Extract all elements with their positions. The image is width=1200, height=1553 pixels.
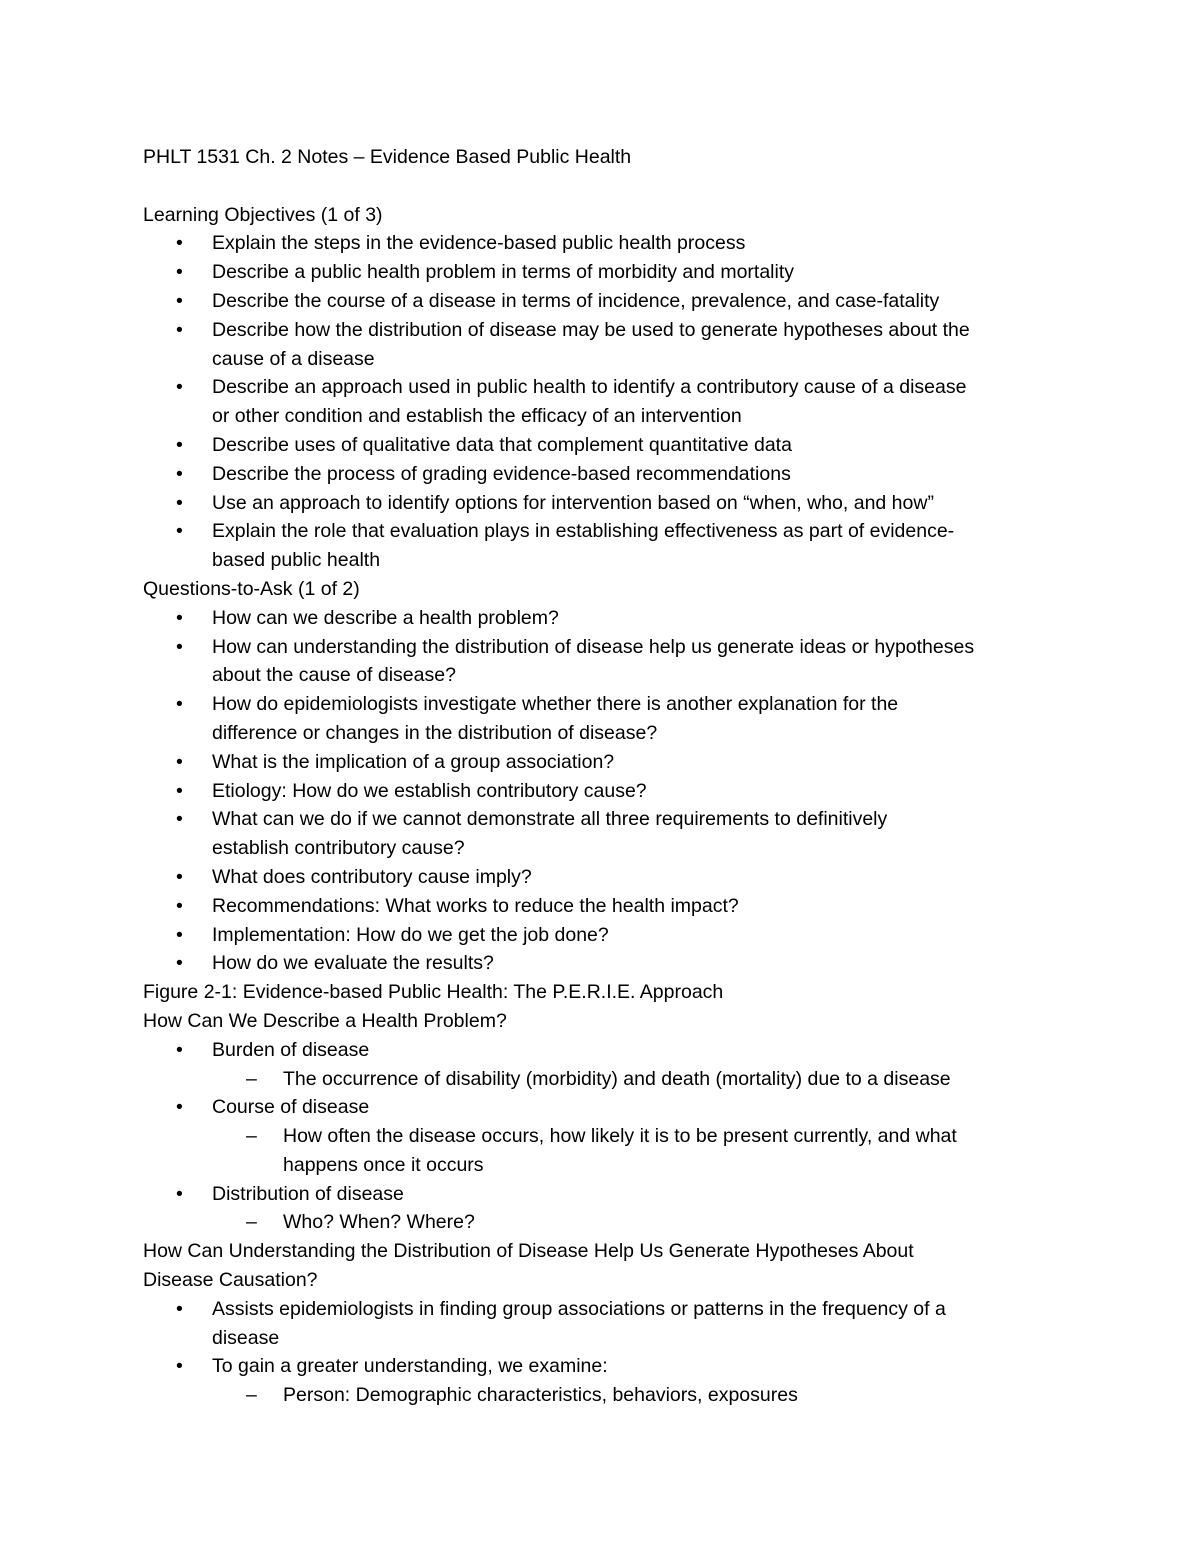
list-item: • How can we describe a health problem? xyxy=(143,604,1063,633)
list-item: • Burden of disease xyxy=(143,1036,1063,1065)
list-item: • Describe how the distribution of disease may be used to generate hypotheses about the xyxy=(143,316,1063,345)
bullet-icon: • xyxy=(176,433,183,456)
dash-icon: – xyxy=(246,1125,257,1148)
dash-icon: – xyxy=(246,1067,257,1090)
list-item: • How do epidemiologists investigate whether there is another explanation for the xyxy=(143,690,1063,719)
bullet-icon: • xyxy=(176,779,183,802)
list-item: • Recommendations: What works to reduce the health impact? xyxy=(143,892,1063,921)
list-item-continuation: based public health xyxy=(212,549,381,572)
bullet-icon: • xyxy=(176,1297,183,1320)
sub-list-item: – Who? When? Where? xyxy=(143,1208,1063,1237)
document-title: PHLT 1531 Ch. 2 Notes – Evidence Based Public Health xyxy=(143,146,632,168)
list-item-continuation: cause of a disease xyxy=(212,347,375,370)
document-content xyxy=(143,143,1063,1410)
list-item: • Explain the role that evaluation plays in establishing effectiveness as part of evidence- xyxy=(143,517,1063,546)
bullet-icon: • xyxy=(176,462,183,485)
list-item: • Explain the steps in the evidence-based public health process xyxy=(143,229,1063,258)
bullet-icon: • xyxy=(176,1355,183,1378)
bullet-icon: • xyxy=(176,318,183,341)
list-item: • How can understanding the distribution of disease help us generate ideas or hypotheses xyxy=(143,633,1063,662)
section-heading-questions-to-ask: Questions-to-Ask (1 of 2) xyxy=(143,577,360,600)
dash-icon: – xyxy=(246,1211,257,1234)
list-item: • What does contributory cause imply? xyxy=(143,863,1063,892)
bullet-icon: • xyxy=(176,693,183,716)
list-item-continuation: establish contributory cause? xyxy=(212,837,465,860)
bullet-icon: • xyxy=(176,289,183,312)
bullet-icon: • xyxy=(176,1038,183,1061)
list-item: • Assists epidemiologists in finding group associations or patterns in the frequency of a xyxy=(143,1295,1063,1324)
bullet-icon: • xyxy=(176,750,183,773)
list-item: • Describe uses of qualitative data that complement quantitative data xyxy=(143,431,1063,460)
list-item: • Describe an approach used in public health to identify a contributory cause of a disease xyxy=(143,373,1063,402)
list-item-continuation: or other condition and establish the efficacy of an intervention xyxy=(212,405,742,428)
bullet-icon: • xyxy=(176,520,183,543)
list-item: • Describe the course of a disease in terms of incidence, prevalence, and case-fatality xyxy=(143,287,1063,316)
list-item: • Describe a public health problem in terms of morbidity and mortality xyxy=(143,258,1063,287)
list-item: • Distribution of disease xyxy=(143,1180,1063,1209)
bullet-icon: • xyxy=(176,865,183,888)
sub-list-item: – The occurrence of disability (morbidity) and death (mortality) due to a disease xyxy=(143,1065,1063,1094)
bullet-icon: • xyxy=(176,491,183,514)
section-heading-describe-health-problem: How Can We Describe a Health Problem? xyxy=(143,1009,507,1032)
section-heading-distribution-hypotheses: How Can Understanding the Distribution of Disease Help Us Generate Hypotheses About xyxy=(143,1240,914,1263)
list-item: • How do we evaluate the results? xyxy=(143,949,1063,978)
dash-icon: – xyxy=(246,1384,257,1407)
bullet-icon: • xyxy=(176,923,183,946)
list-item: • What is the implication of a group association? xyxy=(143,748,1063,777)
bullet-icon: • xyxy=(176,894,183,917)
sub-list-item: – How often the disease occurs, how likely it is to be present currently, and what xyxy=(143,1122,1063,1151)
list-item-continuation: disease xyxy=(212,1326,280,1349)
questions-list xyxy=(143,604,1063,978)
learning-objectives-list xyxy=(143,229,1063,575)
list-item: • Course of disease xyxy=(143,1093,1063,1122)
section-heading-continuation: Disease Causation? xyxy=(143,1269,318,1292)
bullet-icon: • xyxy=(176,232,183,255)
bullet-icon: • xyxy=(176,1182,183,1205)
bullet-icon: • xyxy=(176,635,183,658)
sub-list-item-continuation: happens once it occurs xyxy=(283,1153,484,1176)
section-heading-learning-objectives: Learning Objectives (1 of 3) xyxy=(143,203,383,226)
figure-caption: Figure 2-1: Evidence-based Public Health: The P.E.R.I.E. Approach xyxy=(143,981,724,1004)
sub-list-item: – Person: Demographic characteristics, behaviors, exposures xyxy=(143,1381,1063,1410)
bullet-icon: • xyxy=(176,606,183,629)
describe-list xyxy=(143,1036,1063,1238)
bullet-icon: • xyxy=(176,952,183,975)
list-item-continuation: difference or changes in the distribution of disease? xyxy=(212,721,658,744)
bullet-icon: • xyxy=(176,376,183,399)
list-item: • Etiology: How do we establish contributory cause? xyxy=(143,777,1063,806)
bullet-icon: • xyxy=(176,1096,183,1119)
list-item: • To gain a greater understanding, we examine: xyxy=(143,1352,1063,1381)
list-item-continuation: about the cause of disease? xyxy=(212,664,456,687)
spacer xyxy=(143,172,1063,201)
list-item: • Implementation: How do we get the job done? xyxy=(143,921,1063,950)
bullet-icon: • xyxy=(176,808,183,831)
list-item: • Use an approach to identify options for intervention based on “when, who, and how” xyxy=(143,489,1063,518)
list-item: • Describe the process of grading evidence-based recommendations xyxy=(143,460,1063,489)
hypotheses-list xyxy=(143,1295,1063,1410)
list-item: • What can we do if we cannot demonstrate all three requirements to definitively xyxy=(143,805,1063,834)
bullet-icon: • xyxy=(176,261,183,284)
